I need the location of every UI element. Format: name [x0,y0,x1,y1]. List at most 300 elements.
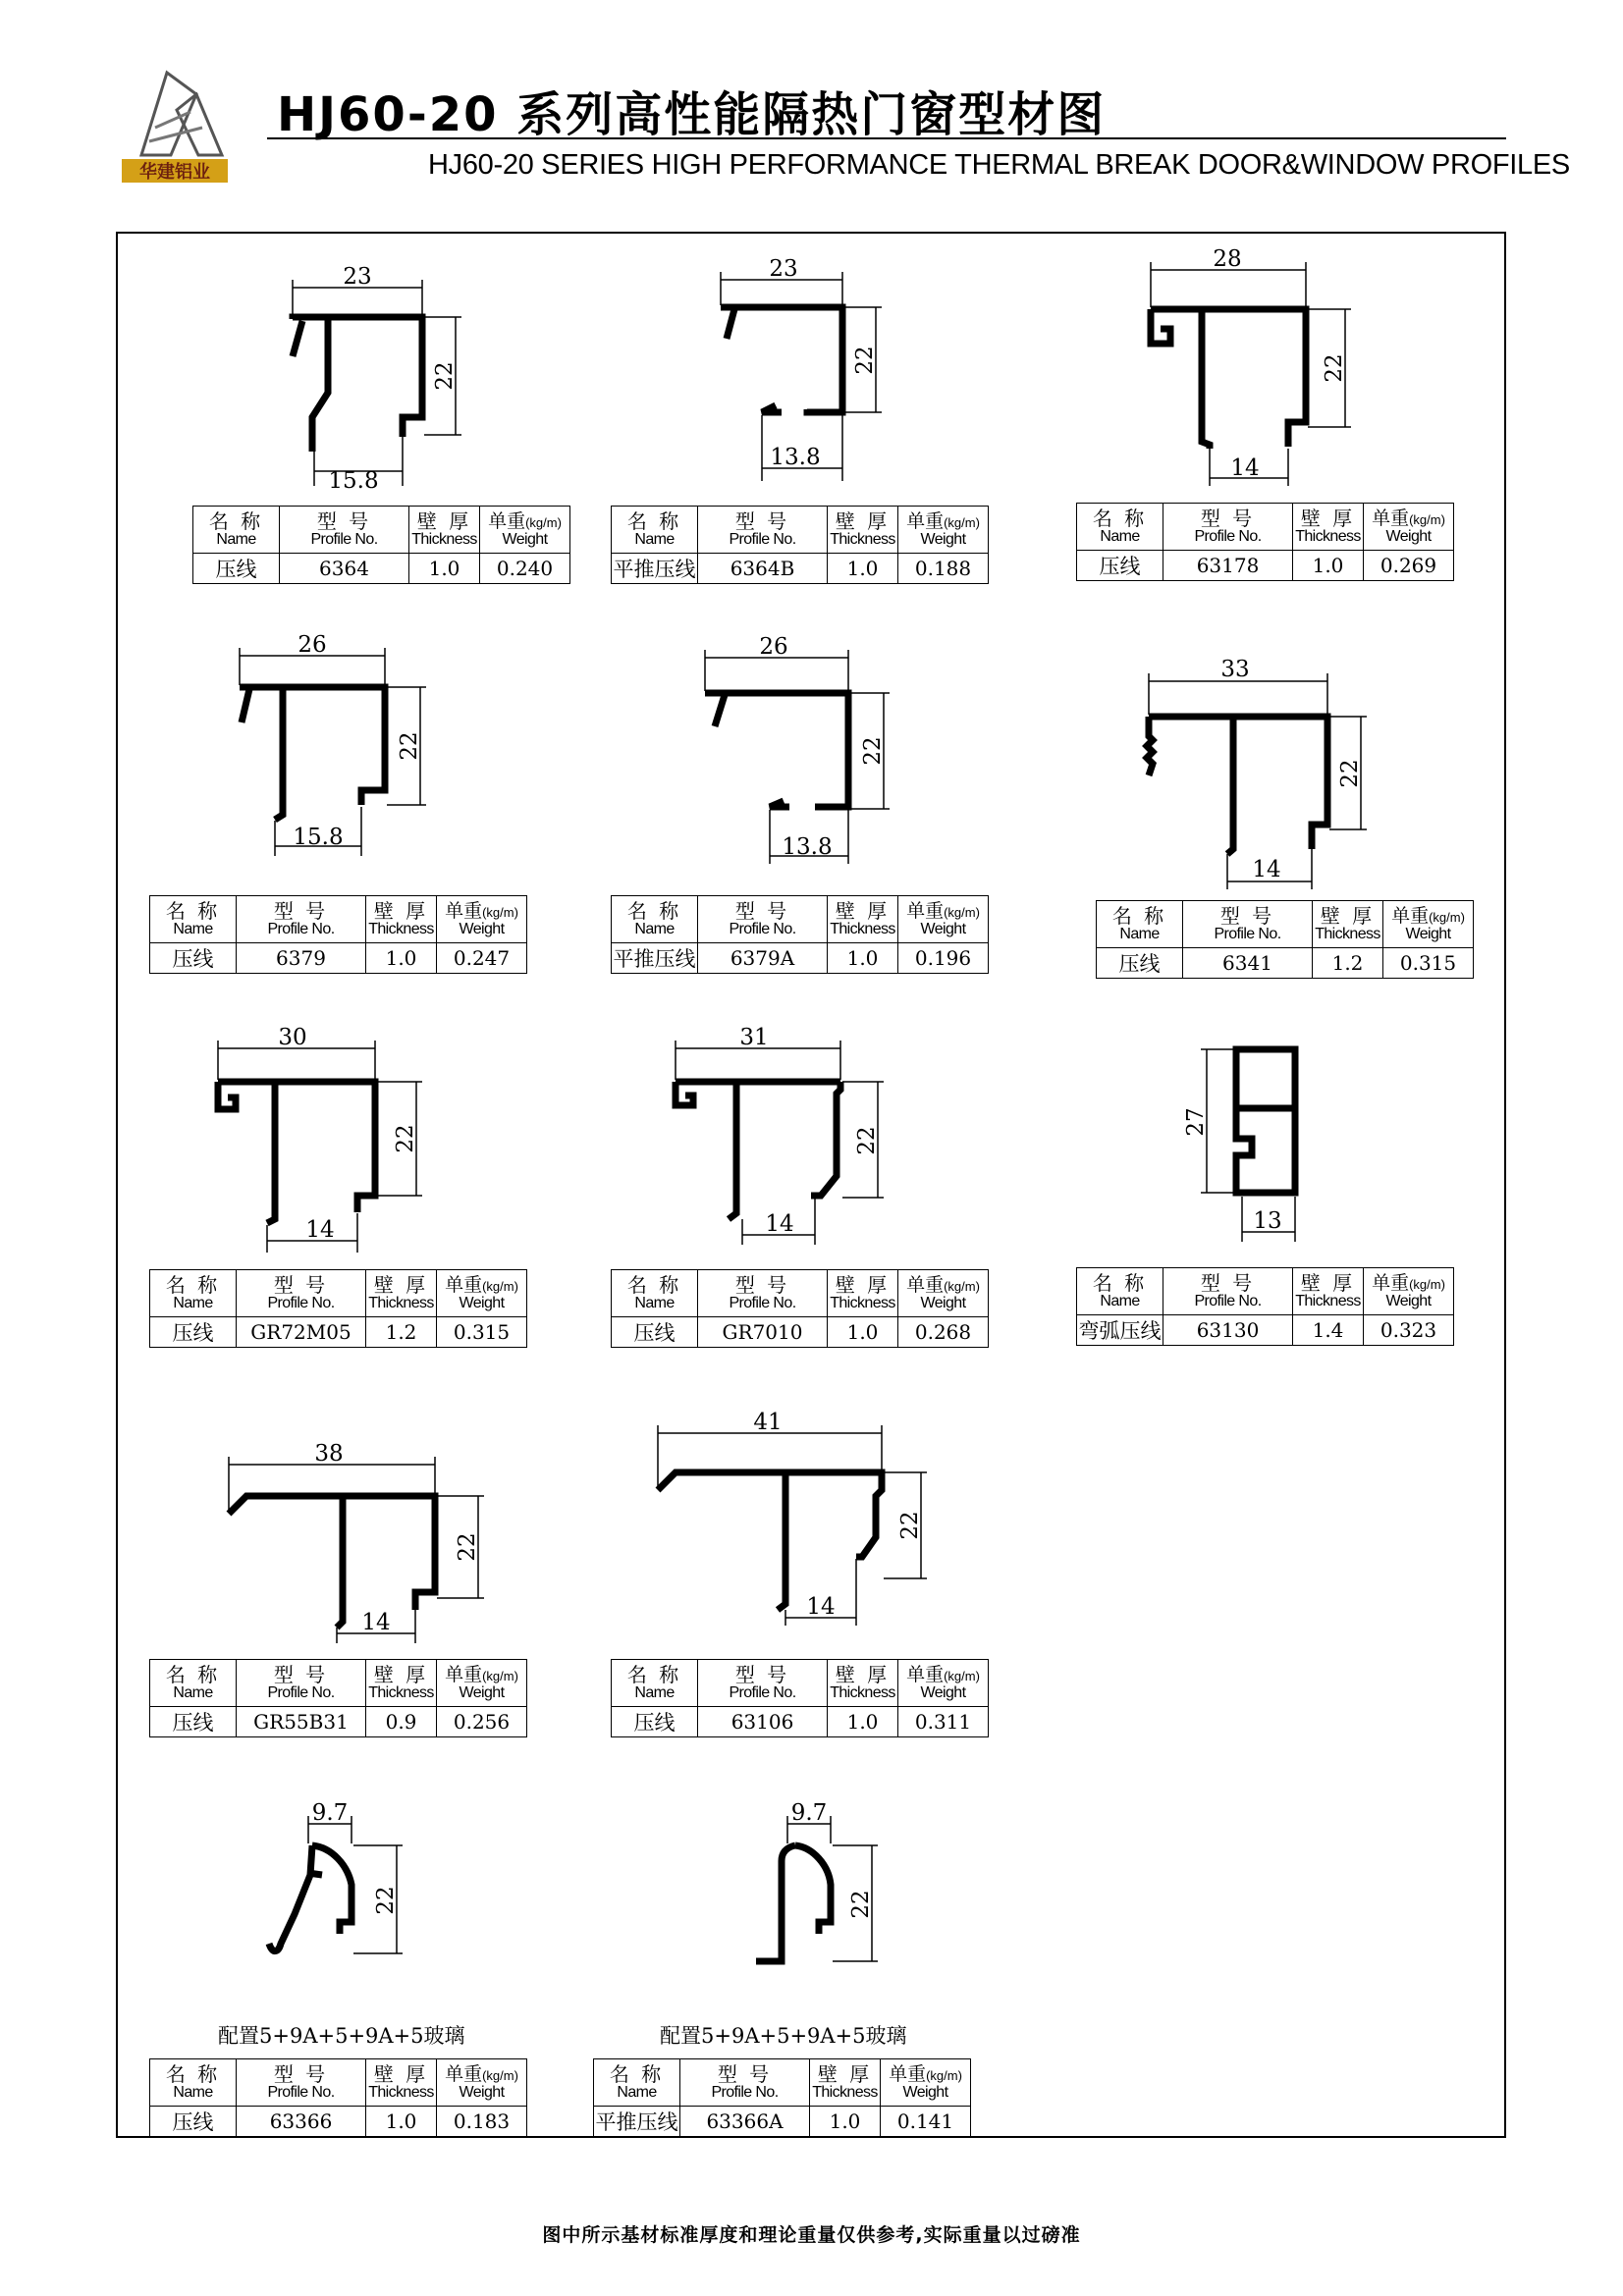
thickness-cell: 1.2 [366,1317,437,1348]
header-weight-en: Weight [920,1684,966,1702]
profile-drawing-6341 [1139,648,1384,893]
header-profile-cn: 型 号 [1219,903,1275,928]
header-profile-cn: 型 号 [273,1662,329,1686]
profile-drawing-6364 [285,250,481,496]
dim-height: 22 [373,1886,399,1915]
name-cell: 压线 [150,2107,237,2137]
header-profile-cn: 型 号 [734,508,790,533]
header-thickness-en: Thickness [830,1294,895,1311]
header-profile-en: Profile No. [711,2083,779,2101]
weight-cell: 0.269 [1364,551,1454,581]
header-thickness [1293,1268,1364,1315]
spec-table-63130 [1076,1267,1454,1346]
weight-cell: 0.141 [881,2107,971,2137]
header-weight-cn: 单重 [906,1664,945,1686]
header-thickness [409,507,480,554]
header-profile-cn: 型 号 [734,1272,790,1297]
header-thickness-cn: 壁 厚 [1300,1270,1356,1295]
header-name-cn: 名 称 [626,1272,682,1297]
header-thickness-cn: 壁 厚 [373,2061,429,2086]
profile-drawing-63366A [727,1796,923,1973]
header-name-en: Name [173,2083,213,2101]
name-cell: 压线 [150,943,237,974]
profile-drawing-6379 [228,628,444,864]
weight-cell: 0.188 [898,554,989,584]
profile-drawing-63178 [1141,246,1357,496]
profile-drawing-GR72M05 [206,1025,442,1256]
header-profile-en: Profile No. [267,920,335,937]
dim-width: 23 [769,256,798,282]
name-cell: 压线 [150,1707,237,1737]
weight-cell: 0.183 [437,2107,527,2137]
header-thickness [828,507,898,554]
header-profile-en: Profile No. [729,1683,796,1701]
header-weight [881,2059,971,2107]
header-thickness-en: Thickness [830,1683,895,1701]
name-cell: 压线 [1097,948,1183,979]
page-title-en: HJ60-20 SERIES HIGH PERFORMANCE THERMAL BREAK DOOR&WINDOW PROFILES [428,149,1570,181]
name-cell: 压线 [612,1317,698,1348]
header-weight-cn: 单重 [1391,905,1430,928]
header-weight-line [437,900,526,922]
header-profile-no [237,896,366,943]
profile-drawing-6379A [695,628,911,864]
header-weight-unit: (kg/m) [944,1279,980,1295]
header-name-cn: 名 称 [609,2061,665,2086]
thickness-cell: 1.4 [1293,1315,1364,1346]
header-weight-unit: (kg/m) [1409,1277,1445,1293]
name-cell: 压线 [1077,551,1163,581]
header-weight-en: Weight [459,1295,505,1312]
header-name [1077,1268,1163,1315]
header-weight-unit: (kg/m) [1409,512,1445,528]
header-weight [1364,504,1454,551]
header-weight-line [480,510,569,532]
dim-height: 22 [852,346,878,375]
dim-width: 30 [278,1025,307,1050]
header-profile-cn: 型 号 [734,898,790,923]
header-weight-en: Weight [920,1295,966,1312]
dim-bottom: 13.8 [770,445,821,470]
spec-table-GR55B31 [149,1659,527,1737]
header-name-cn: 名 称 [165,1662,221,1686]
header-thickness-cn: 壁 厚 [1300,506,1356,530]
header-thickness-cn: 壁 厚 [1320,903,1376,928]
header-thickness [366,2059,437,2107]
header-thickness [366,1660,437,1707]
header-thickness [828,1660,898,1707]
profile-no-cell: 6379A [698,943,828,974]
header-thickness [1313,901,1383,948]
header-profile-no [680,2059,810,2107]
header-thickness-en: Thickness [368,1294,434,1311]
header-thickness-en: Thickness [368,1683,434,1701]
header-name-cn: 名 称 [165,898,221,923]
dim-bottom: 14 [361,1610,391,1635]
profile-drawing-GR7010 [664,1025,899,1256]
profile-no-cell: GR55B31 [237,1707,366,1737]
header-name-en: Name [173,920,213,937]
profile-no-cell: 63130 [1163,1315,1293,1346]
header-weight-line [898,1274,988,1296]
header-weight-cn: 单重 [445,1664,483,1686]
spec-table-63366 [149,2058,527,2137]
dim-width: 9.7 [790,1800,828,1826]
header-name [150,896,237,943]
header-thickness [810,2059,881,2107]
header-name-en: Name [1119,925,1160,942]
header-weight [437,1270,527,1317]
header-thickness-cn: 壁 厚 [835,898,891,923]
header-thickness-cn: 壁 厚 [373,1662,429,1686]
dim-height: 22 [854,1126,880,1155]
glass-config-note: 配置5+9A+5+9A+5玻璃 [660,2024,907,2048]
thickness-cell: 1.0 [366,2107,437,2137]
name-cell: 平推压线 [612,554,698,584]
header-weight-cn: 单重 [906,1274,945,1297]
company-logo [116,67,234,185]
header-profile-no [237,2059,366,2107]
thickness-cell: 0.9 [366,1707,437,1737]
header-thickness-cn: 壁 厚 [835,508,891,533]
header-thickness [366,896,437,943]
thickness-cell: 1.0 [828,554,898,584]
header-name [1097,901,1183,948]
dim-height: 22 [1337,759,1363,788]
header-name-en: Name [634,1683,675,1701]
profile-no-cell: 6341 [1183,948,1313,979]
header-weight-line [898,510,988,532]
header-name-cn: 名 称 [626,508,682,533]
header-weight [898,1270,989,1317]
header-weight [898,507,989,554]
header-profile-no [698,896,828,943]
dim-bottom: 14 [765,1211,794,1237]
header-weight-unit: (kg/m) [482,2068,518,2084]
dim-width: 31 [739,1025,769,1050]
weight-cell: 0.196 [898,943,989,974]
header-thickness [828,896,898,943]
header-name [612,1660,698,1707]
header-thickness-en: Thickness [830,920,895,937]
profile-drawing-63366 [245,1796,442,1973]
dim-bottom: 14 [1230,455,1260,481]
header-thickness-cn: 壁 厚 [416,508,472,533]
header-name [612,896,698,943]
header-profile-en: Profile No. [267,2083,335,2101]
dim-width: 28 [1213,246,1242,272]
header-profile-en: Profile No. [1214,925,1281,942]
header-profile-no [1183,901,1313,948]
dim-width: 26 [759,634,788,660]
thickness-cell: 1.0 [1293,551,1364,581]
header-weight [1364,1268,1454,1315]
header-thickness-en: Thickness [411,530,477,548]
weight-cell: 0.256 [437,1707,527,1737]
header-profile-en: Profile No. [267,1683,335,1701]
dim-width: 26 [298,632,327,658]
dim-height: 22 [848,1890,874,1919]
dim-bottom: 15.8 [293,825,344,850]
header-weight-cn: 单重 [889,2063,927,2086]
header-weight [437,1660,527,1707]
profile-no-cell: 63178 [1163,551,1293,581]
header-weight [898,1660,989,1707]
spec-table-63106 [611,1659,989,1737]
name-cell: 压线 [150,1317,237,1348]
header-weight-en: Weight [459,1684,505,1702]
weight-cell: 0.311 [898,1707,989,1737]
header-thickness-en: Thickness [1315,925,1380,942]
thickness-cell: 1.2 [1313,948,1383,979]
header-thickness-cn: 壁 厚 [373,1272,429,1297]
header-name-en: Name [1100,527,1140,545]
dim-bottom: 14 [806,1594,836,1620]
header-name [612,1270,698,1317]
name-cell: 弯弧压线 [1077,1315,1163,1346]
header-weight [480,507,570,554]
header-name-en: Name [173,1683,213,1701]
weight-cell: 0.315 [437,1317,527,1348]
header-weight-unit: (kg/m) [944,905,980,921]
header-profile-no [698,507,828,554]
glass-config-note: 配置5+9A+5+9A+5玻璃 [218,2024,465,2048]
header-name-en: Name [1100,1292,1140,1309]
header-thickness-en: Thickness [1295,1292,1361,1309]
header-name [612,507,698,554]
header-name [594,2059,680,2107]
name-cell: 压线 [193,554,280,584]
header-weight-line [898,900,988,922]
profile-no-cell: 63106 [698,1707,828,1737]
header-profile-no [237,1660,366,1707]
header-weight-line [1383,905,1473,927]
header-weight-cn: 单重 [445,2063,483,2086]
header-weight-line [898,1664,988,1685]
header-name [150,1270,237,1317]
header-name-en: Name [634,1294,675,1311]
spec-table-6379A [611,895,989,974]
dim-height: 22 [897,1511,923,1540]
header-thickness-en: Thickness [830,530,895,548]
name-cell: 平推压线 [594,2107,680,2137]
header-weight [1383,901,1474,948]
header-profile-cn: 型 号 [273,2061,329,2086]
header-weight-en: Weight [902,2084,948,2102]
header-name-en: Name [617,2083,657,2101]
thickness-cell: 1.0 [828,1707,898,1737]
weight-cell: 0.268 [898,1317,989,1348]
weight-cell: 0.247 [437,943,527,974]
header-weight-unit: (kg/m) [944,515,980,531]
spec-table-GR72M05 [149,1269,527,1348]
header-profile-no [1163,504,1293,551]
header-weight-en: Weight [1385,528,1432,546]
header-weight-cn: 单重 [445,900,483,923]
profile-drawing-GR55B31 [221,1423,496,1659]
page-title-cn: HJ60-20 系列高性能隔热门窗型材图 [277,87,1107,142]
dim-height: 22 [860,736,886,766]
profile-no-cell: 6379 [237,943,366,974]
profile-drawing-63106 [650,1394,945,1639]
dim-bottom: 14 [305,1217,335,1243]
header-profile-en: Profile No. [1194,1292,1262,1309]
thickness-cell: 1.0 [366,943,437,974]
dim-bottom: 15.8 [328,468,379,494]
header-weight [437,2059,527,2107]
profile-no-cell: GR72M05 [237,1317,366,1348]
footer-note: 图中所示基材标准厚度和理论重量仅供参考,实际重量以过磅准 [542,2224,1081,2246]
header-profile-cn: 型 号 [273,1272,329,1297]
header-thickness-cn: 壁 厚 [835,1272,891,1297]
header-weight-en: Weight [920,531,966,549]
thickness-cell: 1.0 [409,554,480,584]
header-weight-en: Weight [459,921,505,938]
profile-no-cell: 6364 [280,554,409,584]
header-name-cn: 名 称 [1092,506,1148,530]
header-weight-line [437,2063,526,2085]
header-weight-cn: 单重 [906,900,945,923]
dim-width: 41 [753,1410,783,1435]
header-thickness [828,1270,898,1317]
header-name-en: Name [216,530,256,548]
dim-height: 22 [393,1124,418,1153]
header-weight-cn: 单重 [488,510,526,533]
thickness-cell: 1.0 [810,2107,881,2137]
profile-no-cell: 63366A [680,2107,810,2137]
header-weight-line [437,1664,526,1685]
header-name-cn: 名 称 [1092,1270,1148,1295]
logo-text: 华建铝业 [139,162,210,183]
dim-bottom: 14 [1252,857,1281,882]
spec-table-6379 [149,895,527,974]
spec-table-6364 [192,506,570,584]
header-profile-en: Profile No. [729,530,796,548]
header-weight-cn: 单重 [906,510,945,533]
dim-bottom: 13.8 [782,834,833,860]
header-name-cn: 名 称 [208,508,264,533]
header-name-cn: 名 称 [1111,903,1167,928]
header-name [1077,504,1163,551]
header-weight-unit: (kg/m) [525,515,562,531]
thickness-cell: 1.0 [828,1317,898,1348]
header-weight-en: Weight [502,531,548,549]
header-weight-en: Weight [920,921,966,938]
header-name [150,1660,237,1707]
header-name-cn: 名 称 [626,898,682,923]
dim-height: 22 [1322,353,1347,383]
header-name-cn: 名 称 [165,2061,221,2086]
profile-no-cell: GR7010 [698,1317,828,1348]
header-thickness-cn: 壁 厚 [835,1662,891,1686]
header-name-en: Name [173,1294,213,1311]
dim-bottom: 13 [1253,1208,1282,1234]
header-weight-unit: (kg/m) [482,1279,518,1295]
header-thickness-en: Thickness [368,2083,434,2101]
header-divider [267,137,1506,139]
header-weight-unit: (kg/m) [926,2068,962,2084]
header-thickness [366,1270,437,1317]
header-profile-en: Profile No. [729,1294,796,1311]
header-weight-unit: (kg/m) [482,905,518,921]
profile-no-cell: 6364B [698,554,828,584]
dim-width: 9.7 [311,1800,349,1826]
header-name [193,507,280,554]
header-name-en: Name [634,530,675,548]
header-profile-cn: 型 号 [316,508,372,533]
spec-table-GR7010 [611,1269,989,1348]
name-cell: 压线 [612,1707,698,1737]
header-profile-cn: 型 号 [273,898,329,923]
header-profile-cn: 型 号 [717,2061,773,2086]
header-weight-unit: (kg/m) [482,1669,518,1684]
header-name-en: Name [634,920,675,937]
dim-height: 22 [432,361,458,391]
header-weight-cn: 单重 [1372,507,1410,530]
profile-drawing-6364B [707,250,903,496]
name-cell: 平推压线 [612,943,698,974]
header-weight-en: Weight [1385,1293,1432,1310]
header-weight-cn: 单重 [445,1274,483,1297]
header-thickness-cn: 壁 厚 [817,2061,873,2086]
header-profile-en: Profile No. [1194,527,1262,545]
header-name-cn: 名 称 [626,1662,682,1686]
header-profile-cn: 型 号 [1200,506,1256,530]
weight-cell: 0.240 [480,554,570,584]
header-weight [898,896,989,943]
header-weight-en: Weight [1405,926,1451,943]
header-thickness-en: Thickness [1295,527,1361,545]
header-profile-en: Profile No. [310,530,378,548]
header-weight-cn: 单重 [1372,1272,1410,1295]
header-weight-line [881,2063,970,2085]
header-profile-no [698,1660,828,1707]
header-thickness-en: Thickness [812,2083,878,2101]
header-profile-cn: 型 号 [1200,1270,1256,1295]
dim-height: 22 [397,731,422,761]
header-thickness-en: Thickness [368,920,434,937]
spec-table-6364B [611,506,989,584]
dim-width: 33 [1220,657,1250,682]
weight-cell: 0.323 [1364,1315,1454,1346]
header-weight-line [437,1274,526,1296]
header-weight-unit: (kg/m) [944,1669,980,1684]
dim-height: 27 [1183,1107,1209,1137]
dim-width: 38 [314,1441,344,1467]
weight-cell: 0.315 [1383,948,1474,979]
profile-drawing-63130 [1173,1036,1330,1252]
thickness-cell: 1.0 [828,943,898,974]
header-thickness-cn: 壁 厚 [373,898,429,923]
header-profile-en: Profile No. [729,920,796,937]
spec-table-63366A [593,2058,971,2137]
header-thickness [1293,504,1364,551]
header-profile-no [280,507,409,554]
header-profile-en: Profile No. [267,1294,335,1311]
header-name-cn: 名 称 [165,1272,221,1297]
header-name [150,2059,237,2107]
header-profile-no [1163,1268,1293,1315]
header-profile-no [237,1270,366,1317]
profile-no-cell: 63366 [237,2107,366,2137]
header-weight-line [1364,1272,1453,1294]
spec-table-6341 [1096,900,1474,979]
header-weight-en: Weight [459,2084,505,2102]
header-weight-line [1364,507,1453,529]
header-weight-unit: (kg/m) [1429,910,1465,926]
header-weight [437,896,527,943]
spec-table-63178 [1076,503,1454,581]
